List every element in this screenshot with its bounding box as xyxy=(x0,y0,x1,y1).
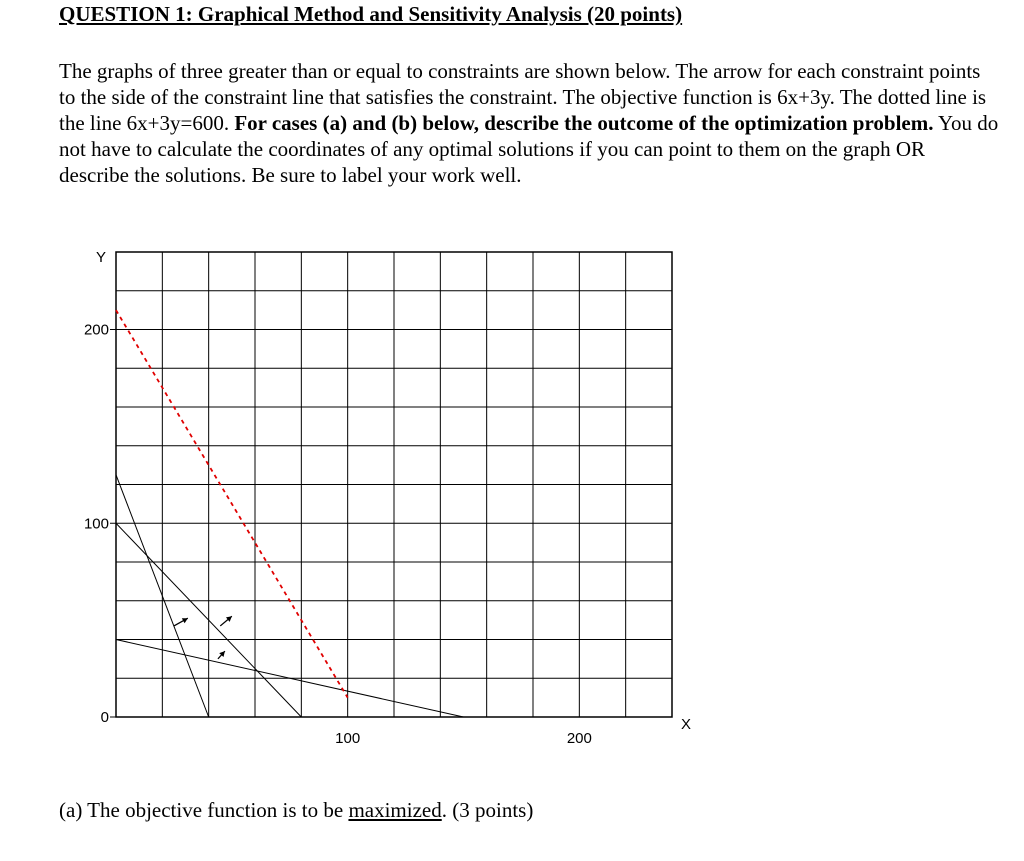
series-lines xyxy=(116,310,464,717)
description-sentence-1: The graphs of three greater than or equal to constraints are shown below. The arrow for each constraint points to the side of the constraint line that satisfies the constraint. The objective function is 6x+3y. The dotted line is the line 6x+3y=600. xyxy=(59,59,987,135)
x-tick-label: 200 xyxy=(566,730,592,747)
y-tick-label: 100 xyxy=(83,515,109,533)
part-a-emphasis: maximized xyxy=(348,798,442,822)
constraint-graph xyxy=(0,240,720,760)
y-axis-label: Y xyxy=(95,249,106,266)
description-bold-instruction: For cases (a) and (b) below, describe the outcome of the optimization problem. xyxy=(234,111,934,135)
part-a-prefix: (a) The objective function is to be xyxy=(59,798,349,822)
x-tick-label: 100 xyxy=(335,730,361,747)
description-sentence-3: You do not have to calculate the coordinates of any optimal solutions if you can point to them on the graph OR describe the solutions. Be sure to label your work well. xyxy=(59,111,999,187)
axis-labels xyxy=(84,249,691,747)
question-description xyxy=(59,58,999,188)
y-tick-label: 200 xyxy=(83,321,109,339)
grid xyxy=(116,252,672,717)
y-tick-label: 0 xyxy=(100,709,109,726)
part-a-prompt xyxy=(59,798,533,823)
part-a-suffix: . (3 points) xyxy=(441,798,534,822)
x-axis-label: X xyxy=(680,716,692,733)
question-title: QUESTION 1: Graphical Method and Sensitivity Analysis (20 points) xyxy=(59,2,683,26)
constraint-arrows xyxy=(174,616,232,659)
